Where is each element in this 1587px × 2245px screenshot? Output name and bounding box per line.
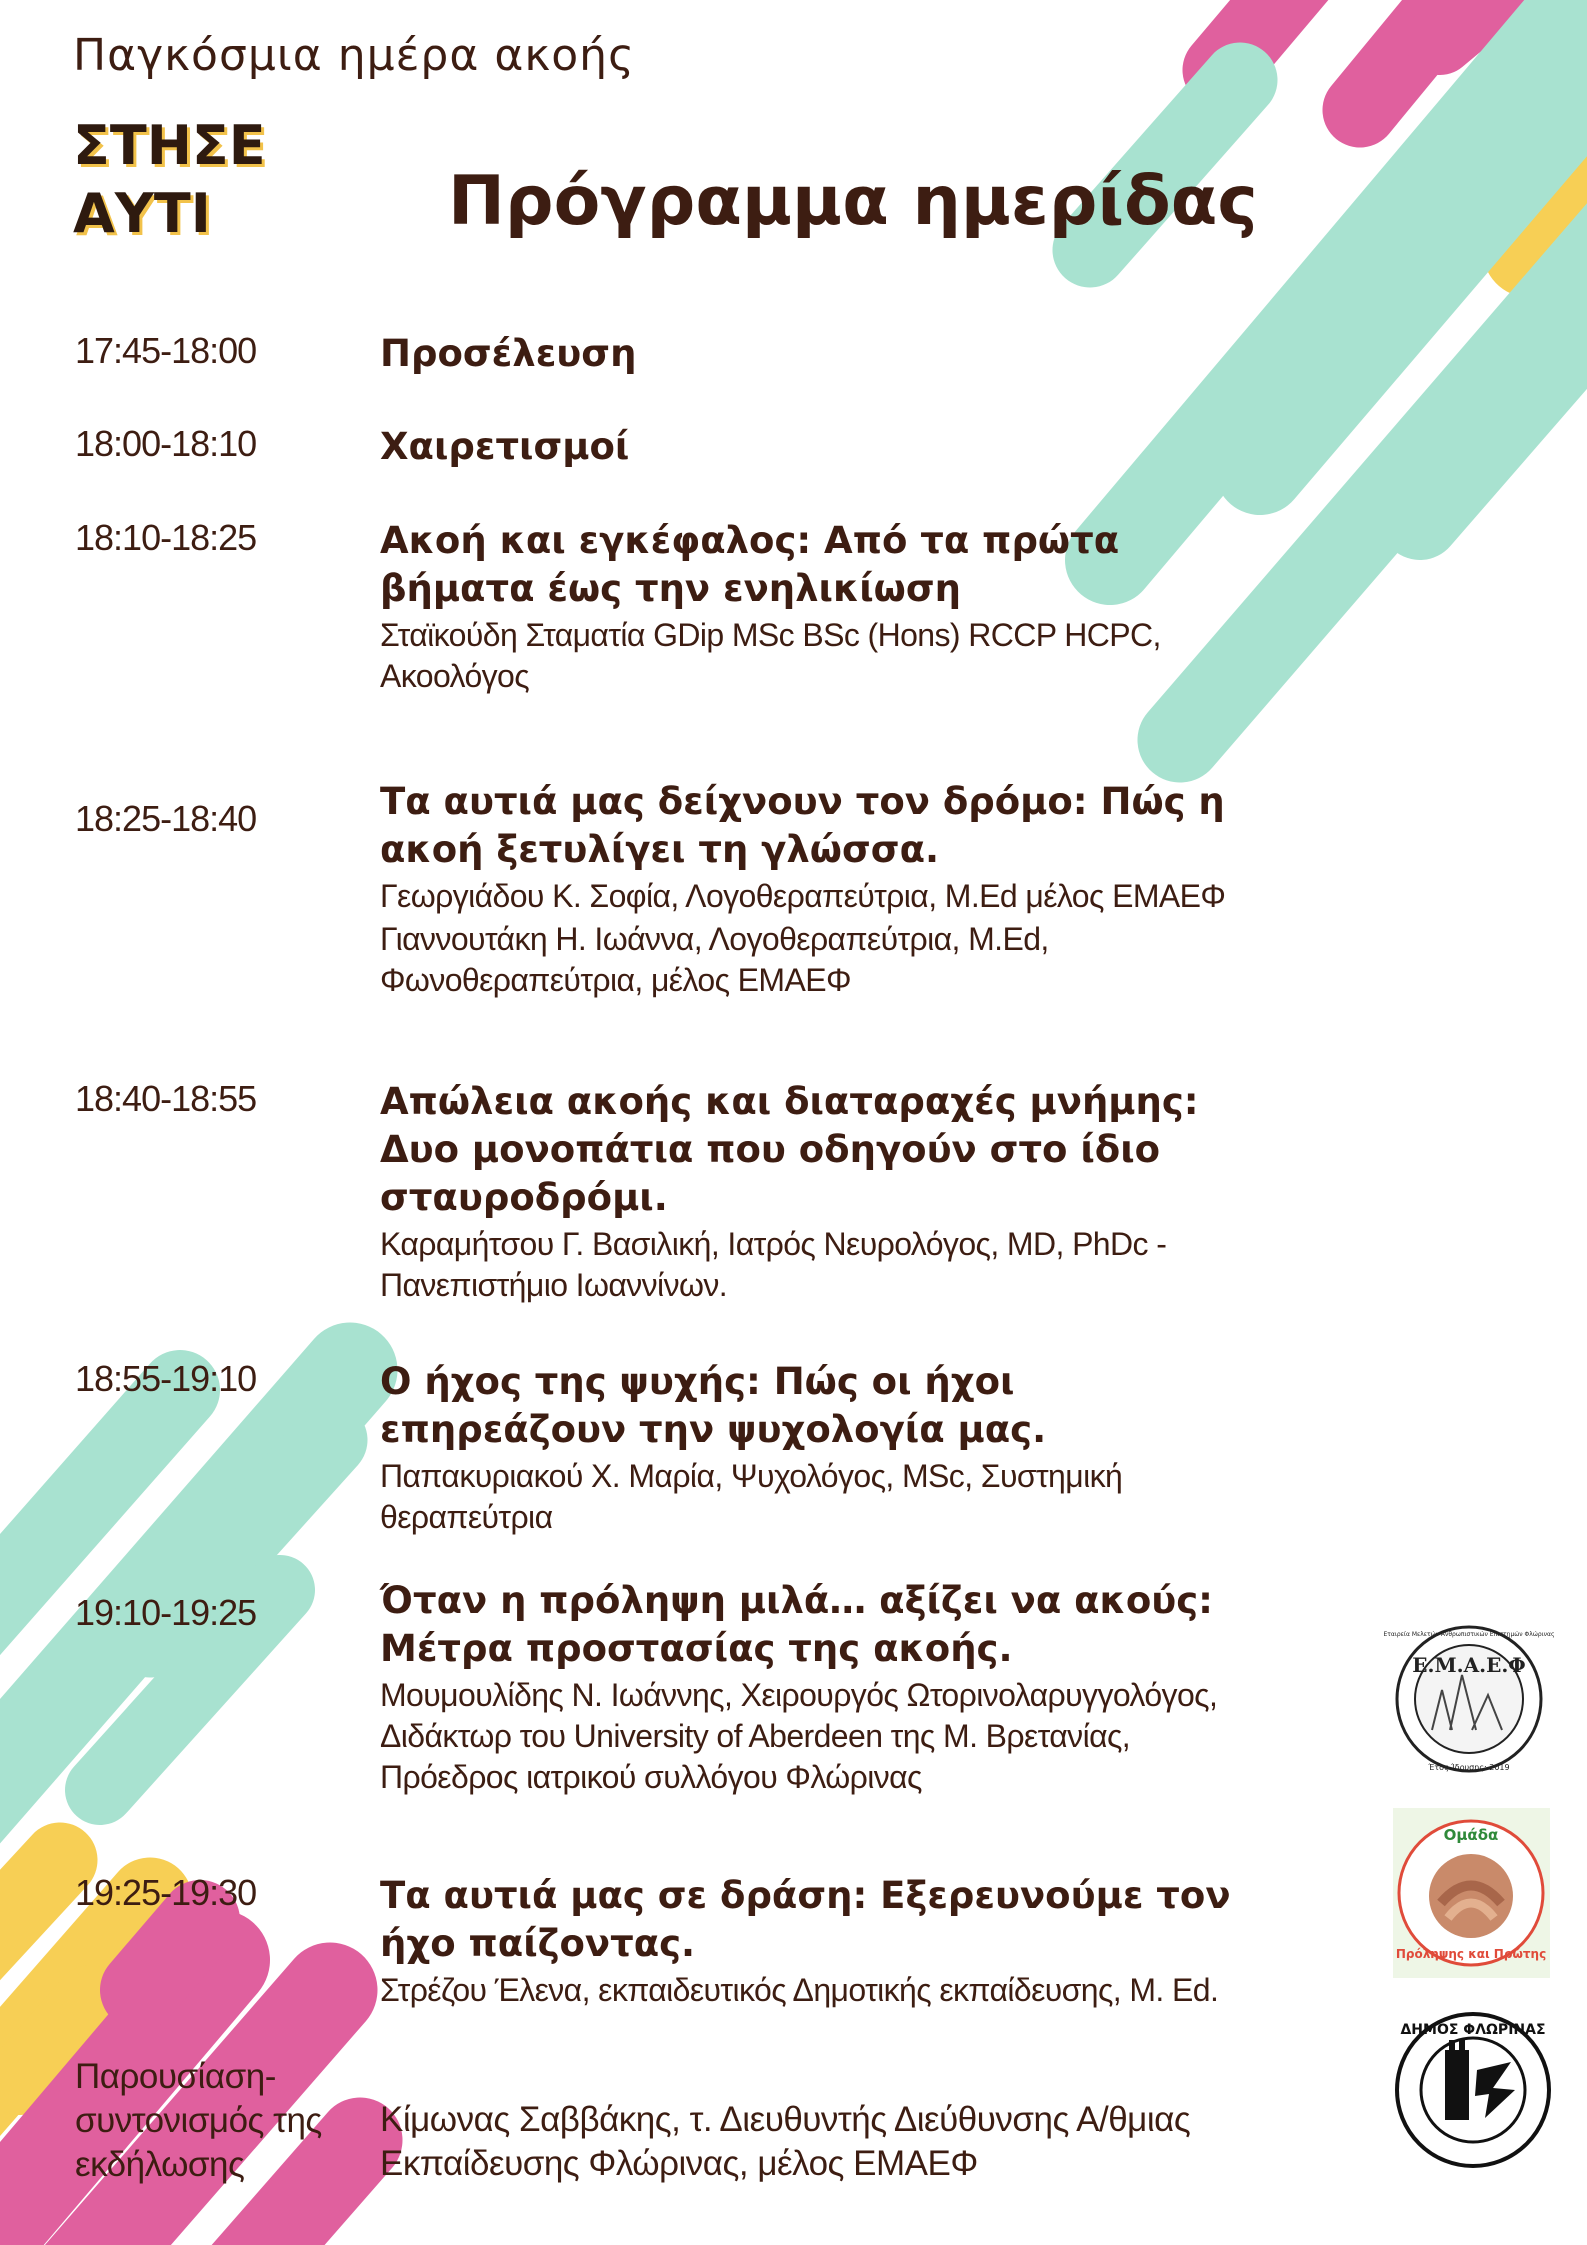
schedule-item bbox=[380, 1577, 1240, 1798]
speaker: Στρέζου Έλενα, εκπαιδευτικός Δημοτικής εκπαίδευσης, M. Ed. bbox=[380, 1972, 1219, 2008]
speaker: Γεωργιάδου Κ. Σοφία, Λογοθεραπεύτρια, M.Ed μέλος ΕΜΑΕΦ bbox=[380, 878, 1226, 914]
group-logo-bottom-text: Πρόληψης και Πρώτης bbox=[1395, 1947, 1547, 1961]
schedule-title: Προσέλευση bbox=[380, 332, 637, 375]
municipality-ring-text: ΔΗΜΟΣ ΦΛΩΡΙΝΑΣ bbox=[1400, 2022, 1546, 2038]
schedule-title: Ακοή και εγκέφαλος: Από τα πρώτα βήματα έως την ενηλικίωση bbox=[380, 519, 1120, 610]
prevention-group-logo bbox=[1393, 1808, 1550, 1978]
schedule-title: Τα αυτιά μας δείχνουν τον δρόμο: Πώς η ακοή ξετυλίγει τη γλώσσα. bbox=[380, 780, 1225, 871]
schedule-time: 18:55-19:10 bbox=[75, 1358, 257, 1399]
speaker: Σταϊκούδη Σταματία GDip MSc BSc (Hons) RCCP HCPC, Ακοολόγος bbox=[380, 617, 1161, 694]
schedule-time: 19:25-19:30 bbox=[75, 1872, 257, 1913]
speaker: Μουμουλίδης Ν. Ιωάννης, Χειρουργός Ωτορινολαρυγγολόγος, Διδάκτωρ του University of Aberdeen της Μ. Βρετανίας, Πρόεδρος ιατρικού συλλόγου Φλώρινας bbox=[380, 1677, 1218, 1795]
schedule-item bbox=[380, 1078, 1240, 1306]
schedule-time: 18:25-18:40 bbox=[75, 798, 257, 839]
page-title: Πρόγραμμα ημερίδας bbox=[448, 162, 1258, 241]
schedule-time: 19:10-19:25 bbox=[75, 1592, 257, 1633]
schedule-time: 18:10-18:25 bbox=[75, 517, 257, 558]
schedule-title: Χαιρετισμοί bbox=[380, 425, 630, 468]
logo-line-1: ΣΤΗΣΕ bbox=[73, 114, 266, 177]
emaef-logo bbox=[1352, 1620, 1587, 1778]
schedule-item bbox=[380, 423, 1240, 471]
schedule-time: 18:00-18:10 bbox=[75, 423, 257, 464]
schedule-item bbox=[380, 778, 1240, 1001]
logo-line-2: ΑΥΤΙ bbox=[73, 182, 211, 245]
speaker: Γιαννουτάκη Η. Ιωάννα, Λογοθεραπεύτρια, M.Ed, Φωνοθεραπεύτρια, μέλος ΕΜΑΕΦ bbox=[380, 921, 1049, 998]
emaef-year-text: Έτος Ίδρυσης: 2019 bbox=[1428, 1763, 1510, 1772]
schedule-title: Τα αυτιά μας σε δράση: Εξερευνούμε τον ήχο παίζοντας. bbox=[380, 1874, 1231, 1965]
schedule-title: Όταν η πρόληψη μιλά… αξίζει να ακούς: Μέτρα προστασίας της ακοής. bbox=[380, 1579, 1213, 1670]
event-label: Παγκόσμια ημέρα ακοής bbox=[73, 30, 635, 81]
municipality-logo bbox=[1393, 2010, 1553, 2170]
moderator-name: Κίμωνας Σαββάκης, τ. Διευθυντής Διεύθυνσης Α/θμιας Εκπαίδευσης Φλώρινας, μέλος ΕΜΑΕΦ bbox=[380, 2100, 1191, 2183]
logo-text bbox=[73, 112, 266, 248]
schedule-title: Απώλεια ακοής και διαταραχές μνήμης: Δυο μονοπάτια που οδηγούν στο ίδιο σταυροδρόμι. bbox=[380, 1080, 1199, 1219]
schedule-time: 17:45-18:00 bbox=[75, 330, 257, 371]
schedule-item bbox=[380, 517, 1240, 697]
schedule-title: Ο ήχος της ψυχής: Πώς οι ήχοι επηρεάζουν την ψυχολογία μας. bbox=[380, 1360, 1047, 1451]
group-logo-top-text: Ομάδα bbox=[1443, 1826, 1499, 1844]
emaef-ring-text: Εταιρεία Μελετών Ανθρωπιστικών Επιστημών Φλώρινας bbox=[1383, 1631, 1555, 1638]
speaker: Καραμήτσου Γ. Βασιλική, Ιατρός Νευρολόγος, MD, PhDc - Πανεπιστήμιο Ιωαννίνων. bbox=[380, 1226, 1167, 1303]
schedule-item bbox=[380, 330, 1240, 378]
speaker: Παπακυριακού Χ. Μαρία, Ψυχολόγος, MSc, Συστημική θεραπεύτρια bbox=[380, 1458, 1123, 1535]
schedule-time: 18:40-18:55 bbox=[75, 1078, 257, 1119]
schedule-item bbox=[380, 1358, 1240, 1538]
schedule-item bbox=[380, 1872, 1240, 2011]
emaef-center-text: Ε.Μ.Α.Ε.Φ bbox=[1412, 1653, 1526, 1677]
moderator-label: Παρουσίαση-συντονισμός της εκδήλωσης bbox=[75, 2057, 322, 2184]
